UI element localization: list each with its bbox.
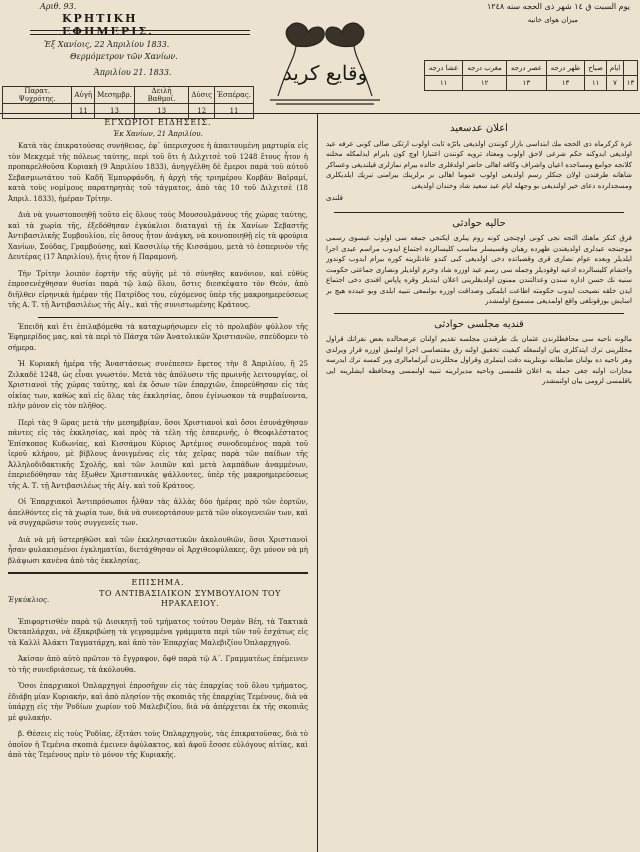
weather-value: ١٣ xyxy=(624,76,638,91)
article-paragraph: Ἡ Κυριακὴ ἡμέρα τῆς Ἀναστάσεως συνέπεσεν ἔφετος τὴν 8 Ἀπριλίου, ἢ 25 Ζιλκαδὲ 1248, ὡς εἶναι γνωστόν. Μετὰ τὰς ἀπόλυσιν τῆς πρωινῆς λειτουργίας, οἱ Χριστιανοὶ τῆς χώρας ταύτης, καὶ ἐκ ὅσων τῶν ἐπαρχιῶν, ἐπορεύθησαν εἰς τὰς οἰκίας των, καθὼς καὶ εἰς ὅλας τὰς ἐκκλησίας, ὅπου ἐγίνωσκον τὰ συμβαίνοντα, πλὴν μόνον εἰς τὸν πλῆθος. xyxy=(8,360,308,410)
section-title-official: ΕΠΙΣΗΜΑ. xyxy=(131,578,185,587)
greek-title: ΚΡΗΤΙΚΗ ΕΦΗΜΕΡΙΣ. xyxy=(62,12,154,38)
thermometer-date: Ἀπριλίου 21. 1833. xyxy=(94,68,172,77)
circular-heading xyxy=(8,589,308,615)
separator xyxy=(334,313,624,314)
section-title-current-events: حاليه حوادثى xyxy=(452,217,506,229)
weather-value: ١٢ xyxy=(463,76,507,91)
ottoman-weather-table xyxy=(424,60,638,91)
article-paragraph: Περὶ τὰς 9 ὥρας μετὰ τὴν μεσημβρίαν, ὅσοι Χριστιανοὶ καὶ ὄσοι ἐσυνάχθησαν πάντες εἰς τὰς ἐκκλησίας, καὶ πρὸς τὰ τέλη τῆς ἑσπερινῆς, ὁ Θεοφιλέστατος Ἐπίσκοπος Κυδωνίας, καὶ Κισσάμου Κύριος Ἀρτέμιος συνοδευμένος παρὰ τοῦ ἱεροῦ κλήρου, μὲ βίβλους ἀνοιγμένας εἰς τὰς χεῖρας παρὰ τῶν παίδων τῆς Ἀλληλοδιδακτικῆς Σχολῆς, καὶ τῶν λοιπῶν καὶ μετὰ λαμπάδων ἀναμμένων, ἐπεριεδόθησαν τὰς ἔξωθεν Χριστιανικὰς ψάλλοντες, ὑπὲρ τῆς μακροημερεύσεως τῆς Α. Τ. τῇ Ἀντιβασιλέως τῆς Αἰγ. καὶ τοῦ Κράτους. xyxy=(8,418,308,490)
article-signoff: قلندى xyxy=(326,194,343,202)
weather-header: عصر درجه xyxy=(506,61,546,76)
weather-header xyxy=(624,61,638,76)
circular-title: ΤΟ ΑΝΤΙΒΑΣΙΛΙΚΟΝ ΣΥΜΒΟΥΛΙΟΝ ΤΟΥ ΗΡΑΚΛΕΙΟΥ. xyxy=(99,588,281,608)
article-paragraph: β. Θέσεις εἰς τοὺς Ῥοδίας, ἐξιτάσι τοὺς Ὀπλαρχηγοὺς, τὰς ἐπικρατοῦσας, διὰ τὸ ὁποῖον ἡ Τεμένια σκοπιὰ ἐμεινεν ἀφύλακτος, καὶ ἀφοῦ ἔσοσε εὐλόγους αἰτίας, καὶ ἀπὸ τὰς Τεμένους πρὶν τὸ μόνον τῆς Κυριακῆς. xyxy=(8,730,308,759)
weather-value xyxy=(3,104,72,119)
weather-header: صباح xyxy=(585,61,607,76)
ottoman-column xyxy=(326,118,632,846)
separator xyxy=(8,572,308,574)
weather-header: Μεσημβρ. xyxy=(95,87,135,104)
weather-header: ظهر درجه xyxy=(546,61,584,76)
separator xyxy=(334,212,624,213)
logo-text: وقايع كريد xyxy=(282,61,368,85)
article-paragraph: فرق كنكز ماهنك التجه نجى كونى اوچنجى كونه روم يبلرى ايكنجى جمعه سى اولوب عيسوى رسمى موجبنجه عيدلرى اولديغندن ظهرده رهبان وقسيسلر مناسب كليسالرده اجتماع ايدوب مراسم عيدى اجرا ايلديلر وبعده عوام نصارى قرى وقصباتده دخى اولديغى كبى كندو عادتلرينه كوره بيرام ايدوب كوندوز واخشام كليسالرده ادعيه اوقوديلر وجمله سى رسم عيد اوزره شاد وخرم اولديلر ونصارى جماعتى حكومت سنيه نك حسن اداره سندن وعدالتندن ممنون اولديقلرينى اعلان ايتديلر وقره پاپاس افندى دخى اجتماع ايدن خلقه نصيحت ايدوب حكومته اطاعت ايلمكى وصداقت اوزره بولنمغى تنبيه ايلدى وبو عيدده هيچ بر اسايش بوزقونلغى واقع اولمديغى مسموع اولمشدر xyxy=(326,234,632,305)
article-paragraph: Κατὰ τὰς ἐπικρατούσας συνήθειας, ἐφ᾽ ὑπερισχυσε ἡ ἀπαιτουμένη μαρτυρία εἰς τὸν Μεκχεμὲ τῆς πόλεως ταύτης, περὶ τοῦ ὅτι ἡ Διλχιτσὲ τοῦ 1248 ἔτους ἦτον ἡ πρoπαρελθοῦσα Κυριακὴ (9 Ἀπριλίου 1833), ἀνηγγέλθη δὲ ἔμεροι παρὰ τοῦ αὐτοῦ Σεβασμιωτάτου τοῦ Καδῆ Ἐμπυρφάνδη, ἡ ἀρχὴ τῆς τριημέρου Κορβὰν Βαϊραμί, κατὰ τοὺς νομίμους παρατηρητὰς τοῦ τάγματος, ἀπὸ τὰς 10 τοῦ Διλχιτσὲ (18 Ἀπριλ. 1833), ἡμέραν Τρίτην. xyxy=(8,142,308,203)
thermometer-title: Θερμόμετρον τῶν Χανίων. xyxy=(70,52,178,61)
section-title-local-news: ΕΓΧΩΡΙΟΙ ΕΙΔΗΣΕΙΣ. xyxy=(104,118,212,127)
article-paragraph: Διὰ νὰ γνωστοποιηθῇ τοῦτο εἰς ὅλους τοὺς Μουσουλμάνους τῆς χώρας ταύτης, καὶ τὰ χωρία τῆς, ἐξεδόθησαν ἐγκύκλιοι διαταγαὶ τῇ ἐκ Χανίων Σεβαστῆς Ἀντιβασιλικῆς Συμβουλίου, εἰς ὅσους ἦτον ἀνάγκη, νὰ κοινοποιηθῇ εἰς τὰ φρούρια Χανίων, Σούδας, Γραμβούσης, καὶ Κασσιλίῳ τῆς Κισσάμου, μετὰ τὸ ἑσπερινὸν τῆς Δευτέρας (17 Ἀπριλίου), ἤτις ἦτον ἡ Παραμονή. xyxy=(8,211,308,261)
vekayi-giridiye-logo xyxy=(266,4,384,108)
section-dateline: Ἐκ Χανίων, 21 Ἀπριλίου. xyxy=(113,129,203,138)
weather-header: مغرب درجه xyxy=(463,61,507,76)
weather-header: ايام xyxy=(607,61,624,76)
title-rule xyxy=(30,30,250,31)
greek-column xyxy=(8,118,308,846)
column-divider xyxy=(317,114,318,852)
weather-value: ٧ xyxy=(607,76,624,91)
weather-header: عشا درجه xyxy=(425,61,463,76)
ottoman-thermometer-title: ميزان هواى خانيه xyxy=(527,16,578,24)
article-paragraph: Διὰ νὰ μὴ ὑστερηθῶσι καὶ τῶν ἐκκλησιαστικῶν ἀκολουθιῶν, ὅσοι Χριστιανοὶ ἦσαν φυλακισμένοι ἐγκληματίαι, διετάχθησαν οἱ Ἀρχιθεοφύλακες, ὅχι μόνον νὰ μὴ βλάψωσι κανένα ἀπὸ τὰς ἐκκλησίας. xyxy=(8,535,308,565)
article-paragraph: Ὅσοι ἐπαρχιακοὶ Ὀπλαρχηγοὶ ἐπροσῆχον εἰς τὰς ἐπαρχίας τοῦ ὅλου τμήματος, ἐδιάβη μίαν Κυριακήν, καὶ ἀπὸ πλησίον τῆς σκοπιᾶς τῆς ἐπαρχίας Τεμένους, διὰ νὰ ὑπάρχῃ εἰς τὴν Ῥοδίων χωρίον τοῦ Μαλεβιζίου, διὰ νὰ ἀπέρχεται ἐκ τῆς σκοπιᾶς μὲ φυλακήν. xyxy=(8,682,308,722)
weather-value: 12 xyxy=(189,104,215,119)
weather-header: Δύσις xyxy=(189,87,215,104)
section-title-council-news: قنديه مجلسى حوادثى xyxy=(434,318,524,330)
weather-value: 13 xyxy=(95,104,135,119)
weather-header: Αὐγῆ xyxy=(72,87,95,104)
circular-label: Ἐγκύκλιος. xyxy=(8,595,50,604)
article-paragraph: مالونه ناحيه سى محافظلرندن عثمان بك طرفندن مجلسه تقديم اولنان عرضحالده بعض نفراتك قراول محللرينى ترك ايتدكلرى بيان اولنمغله كيفيت تحقيق اولنه رق مقتضاسى اجرا اولنمق اوزره قرار ويرلدى وهر ناحيه ده بولنان ضابطانه نوبتلرينه دقت ايتملرى وقراول محللرندن آيرلمامالرى وبر كمسه ترك ايدرسه مجازات اولنه جغى جمله يه اعلان قلنمسى وناحيه مديرلرينه تنبيه اولنمسى ومحافظه ايشلرينه ايى باقلمسى لزومى بيان اولنمشدر xyxy=(326,335,632,385)
weather-value: 11 xyxy=(72,104,95,119)
title-rule-2 xyxy=(30,34,250,35)
masthead xyxy=(0,0,640,115)
article-paragraph: Οἱ Ἐπαρχιακοὶ Ἀντιπρόσωποι ἦλθαν τὰς ἀλλὰς δύο ἡμέρας πρὸ τῶν ἑορτῶν, ἀπελθόντες εἰς τὰ χωρία των, διὰ νὰ συνεορτάσουν μετὰ τῶν οἰκογενειῶν των, καὶ νὰ συγχαρῶσιν τοὺς συγγενεῖς των. xyxy=(8,498,308,527)
weather-value: 13 xyxy=(134,104,189,119)
greek-dateline: Ἐξ Χανίοις, 22 Ἀπριλίου 1833. xyxy=(44,40,170,49)
ottoman-date: يوم السبت ق ١٤ شهر ذى الحجه سنه ١٢٤٨ xyxy=(486,2,630,11)
article-paragraph: Τὴν Τρίτην λοιπὸν ἐορτὴν τῆς αὐγῆς μὲ τὸ σύνηθες κανόνιον, καὶ εὐθὺς ἐπροσενέχθησαν θυσίαι παρὰ τῷ λαῷ ὅλου, ὅστις διεσκέψατο τὸν Θεόν, ἀπὸ διῆλθεν εἰρηνικὰ ἡμέραν τῆς Πατρίδος του, εὐχόμενος ὑπὲρ τῆς μακροημερεύσεως τῆς Α. Τ. τῇ Ἀντιβασιλέως τῆς Αἰγ., καὶ τῆς συνιστωμένης Κράτους. xyxy=(8,269,308,309)
article-paragraph: Ἐπειδὴ καὶ ἔτι ἐπιλαβόμεθα τὰ καταχωρήσωμεν εἰς τὸ προλαβὸν φύλλον τῆς Ἐφημερίδος μας, καὶ τὰ περὶ τὸ Πάσχα τῶν Ἀνατολικῶν Χριστιανῶν, σπεύδομεν τὸ σήμερα. xyxy=(8,322,308,352)
weather-value: ١١ xyxy=(425,76,463,91)
article-paragraph: Ἐπιφορτισθὲν παρὰ τῷ Διοικητῇ τοῦ τμήματος τούτου Ὀσμὰν Βέη, τὰ Τακτικὰ Ὀκταπλάρχαι, νὰ ἐξακριβώσῃ τὰ γεγραμμένα γράμματα περὶ τῶν τοῦ ἐσχάτως εἰς τὰ Καλλὶ Ἀλάκτι Ταγματάρχη, καὶ ἀπὸ τὸν Ἐπαρχίας Μαλεβιζίου Ὀπλαρχηγοῦ. xyxy=(8,617,308,647)
weather-value: ١٣ xyxy=(506,76,546,91)
weather-value: 11 xyxy=(215,104,254,119)
article-paragraph: Ἀκίσαν ἀπὸ αὐτὸ πρῶτον τὸ ἔγγραφον, ὄφθ παρὰ τῷ Α΄. Γραμματέως ἐπέμεινεν τὸ τῆς συνεδριάσεως, τὰ ἀκόλουθα. xyxy=(8,655,308,674)
issue-number: Αριθ. 93. xyxy=(40,2,77,11)
separator xyxy=(38,317,278,318)
weather-header: Δειλὴ Βαθμοί. xyxy=(134,87,189,104)
section-title-eid: اعلان عدسعيد xyxy=(450,123,508,134)
greek-weather-table xyxy=(2,86,254,119)
masthead-bottom-rule xyxy=(0,113,640,114)
weather-value: ١٣ xyxy=(546,76,584,91)
weather-header: Ἑσπέρας. xyxy=(215,87,254,104)
article-paragraph: غرة كركرماه ذى الحجه مك ابتداسى بازار كونندن اولديغى باثرّه ثابت اولوب ارتكى صالى كونى عرفه عيد اولديغى ايدوكنه حكم شرعى لاحق اولوب ومعتاد ترويه كونندن اعتبارا اوچ كون بايرام ايدلمكله محلنه كلانجه جوامع ومساجده اعيان واشراف وكافه اهالى حاضر اولدقلرى حالده بيرام نمازلرى قيلنديغى وعساكر شاهانه طرفندن اولان جنكلر رسم اولديغى اولوب عموما اهالى بر برلرينك بيرامنى تبريك ايلديكلرى ومسجدلرده دعاى خير اولنديغى بو وجهله ايام عيد سعيد شاد وخندان اولديغى xyxy=(326,139,632,190)
weather-value: ١١ xyxy=(585,76,607,91)
weather-header: Παρατ. Ψυχρότης. xyxy=(3,87,72,104)
